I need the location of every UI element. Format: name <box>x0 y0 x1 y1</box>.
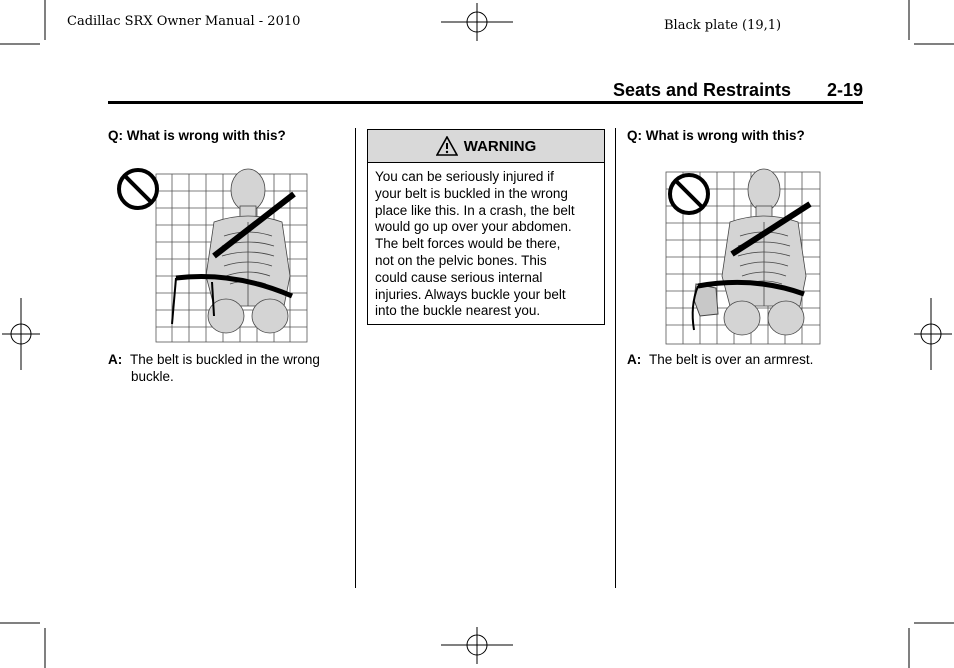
left-answer-line2: buckle. <box>131 369 174 384</box>
document-title: Cadillac SRX Owner Manual - 2010 <box>67 14 301 29</box>
warning-line: place like this. In a crash, the belt <box>375 202 575 218</box>
warning-line: You can be seriously injured if <box>375 169 554 184</box>
right-answer-label: A: <box>627 352 642 367</box>
left-answer-line1: The belt is buckled in the wrong <box>130 352 320 367</box>
warning-icon <box>436 136 458 156</box>
warning-text <box>368 163 604 325</box>
warning-label: WARNING <box>463 137 537 155</box>
right-illustration <box>664 166 824 348</box>
left-answer <box>108 351 348 385</box>
left-answer-label: A: <box>108 352 123 367</box>
left-illustration <box>114 166 310 346</box>
right-answer-text: The belt is over an armrest. <box>649 352 814 367</box>
column-divider-left <box>355 128 356 588</box>
column-divider-right <box>615 128 616 588</box>
warning-header <box>368 130 604 163</box>
warning-line: The belt forces would be there, <box>375 236 561 252</box>
plate-label: Black plate (19,1) <box>664 18 782 33</box>
right-answer <box>627 351 857 368</box>
left-question: Q: What is wrong with this? <box>108 128 286 143</box>
warning-box <box>367 129 605 325</box>
section-title: Seats and Restraints <box>613 80 792 100</box>
warning-line: would go up over your abdomen. <box>375 219 572 235</box>
warning-line: into the buckle nearest you. <box>375 303 541 319</box>
header-rule <box>108 101 863 104</box>
warning-line: not on the pelvic bones. This <box>375 252 547 268</box>
warning-line: your belt is buckled in the wrong <box>375 185 568 201</box>
warning-line: could cause serious internal <box>375 269 543 285</box>
page-number: 2-19 <box>827 80 864 100</box>
warning-line: injuries. Always buckle your belt <box>375 286 566 302</box>
right-question: Q: What is wrong with this? <box>627 128 805 143</box>
